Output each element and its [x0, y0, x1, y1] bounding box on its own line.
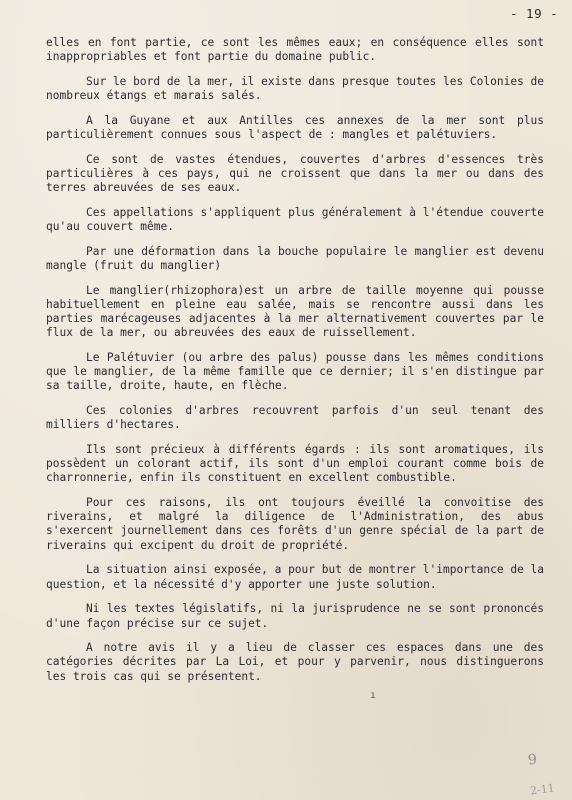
stray-mark: ı — [370, 690, 377, 701]
paragraph-9: Ces colonies d'arbres recouvrent parfois d'un seul tenant des milliers d'hectares. — [46, 404, 551, 432]
paragraph-13: Ni les textes législatifs, ni la jurisprudence ne se sont prononcés d'une façon précise sur ce sujet. — [46, 602, 551, 630]
paragraph-12: La situation ainsi exposée, a pour but de montrer l'importance de la question, et la nécessité d'y apporter une juste solution. — [46, 563, 551, 591]
pencil-note-annotation: 2-11 — [529, 781, 556, 798]
paragraph-7: Le manglier(rhizophora)est un arbre de taille moyenne qui pousse habituellement en pleine eau salée, mais se rencontre aussi dans les parties marécageuses adjacentes à la mer alternativement couvertes par le flux de la mer, ou abreuvées des eaux de ruissellement. — [46, 283, 551, 340]
paragraph-11: Pour ces raisons, ils ont toujours éveillé la convoitise des riverains, et malgré la diligence de l'Administration, des abus s'exercent journellement dans ces forêts d'un genre spécial de la part de riverains qui excipent du droit de propriété. — [46, 496, 551, 552]
pencil-number-annotation: 9 — [527, 751, 538, 769]
paragraph-5: Ces appellations s'appliquent plus généralement à l'étendue couverte qu'au couvert même. — [46, 205, 551, 234]
paragraph-2: Sur le bord de la mer, il existe dans presque toutes les Colonies de nombreux étangs et marais salés. — [46, 74, 551, 103]
body-text — [46, 36, 551, 694]
paragraph-8: Le Palétuvier (ou arbre des palus) pousse dans les mêmes conditions que le manglier, de la même famille que ce dernier; il s'en distingue par sa taille, droite, haute, en flèche. — [46, 350, 551, 393]
paragraph-3: A la Guyane et aux Antilles ces annexes de la mer sont plus particulièrement connues sous l'aspect de : mangles et palétuviers. — [46, 113, 551, 142]
page-number: - 19 - — [510, 6, 559, 21]
paragraph-10: Ils sont précieux à différents égards : ils sont aromatiques, ils possèdent un colorant actif, ils sont d'un emploi courant comme bois de charronnerie, enfin ils constituent en excellent combustible. — [46, 442, 551, 485]
paragraph-1: elles en font partie, ce sont les mêmes eaux; en conséquence elles sont inappropriables et font partie du domaine public. — [46, 36, 551, 64]
paragraph-6: Par une déformation dans la bouche populaire le manglier est devenu mangle (fruit du manglier) — [46, 244, 551, 272]
paragraph-4: Ce sont de vastes étendues, couvertes d'arbres d'essences très particulières à ces pays, qui ne croissent que dans la mer ou dans des terres abreuvées de ses eaux. — [46, 152, 551, 195]
paragraph-14: A notre avis il y a lieu de classer ces espaces dans une des catégories décrites par La Loi, et pour y parvenir, nous distinguerons les trois cas qui se présentent. — [46, 641, 551, 683]
